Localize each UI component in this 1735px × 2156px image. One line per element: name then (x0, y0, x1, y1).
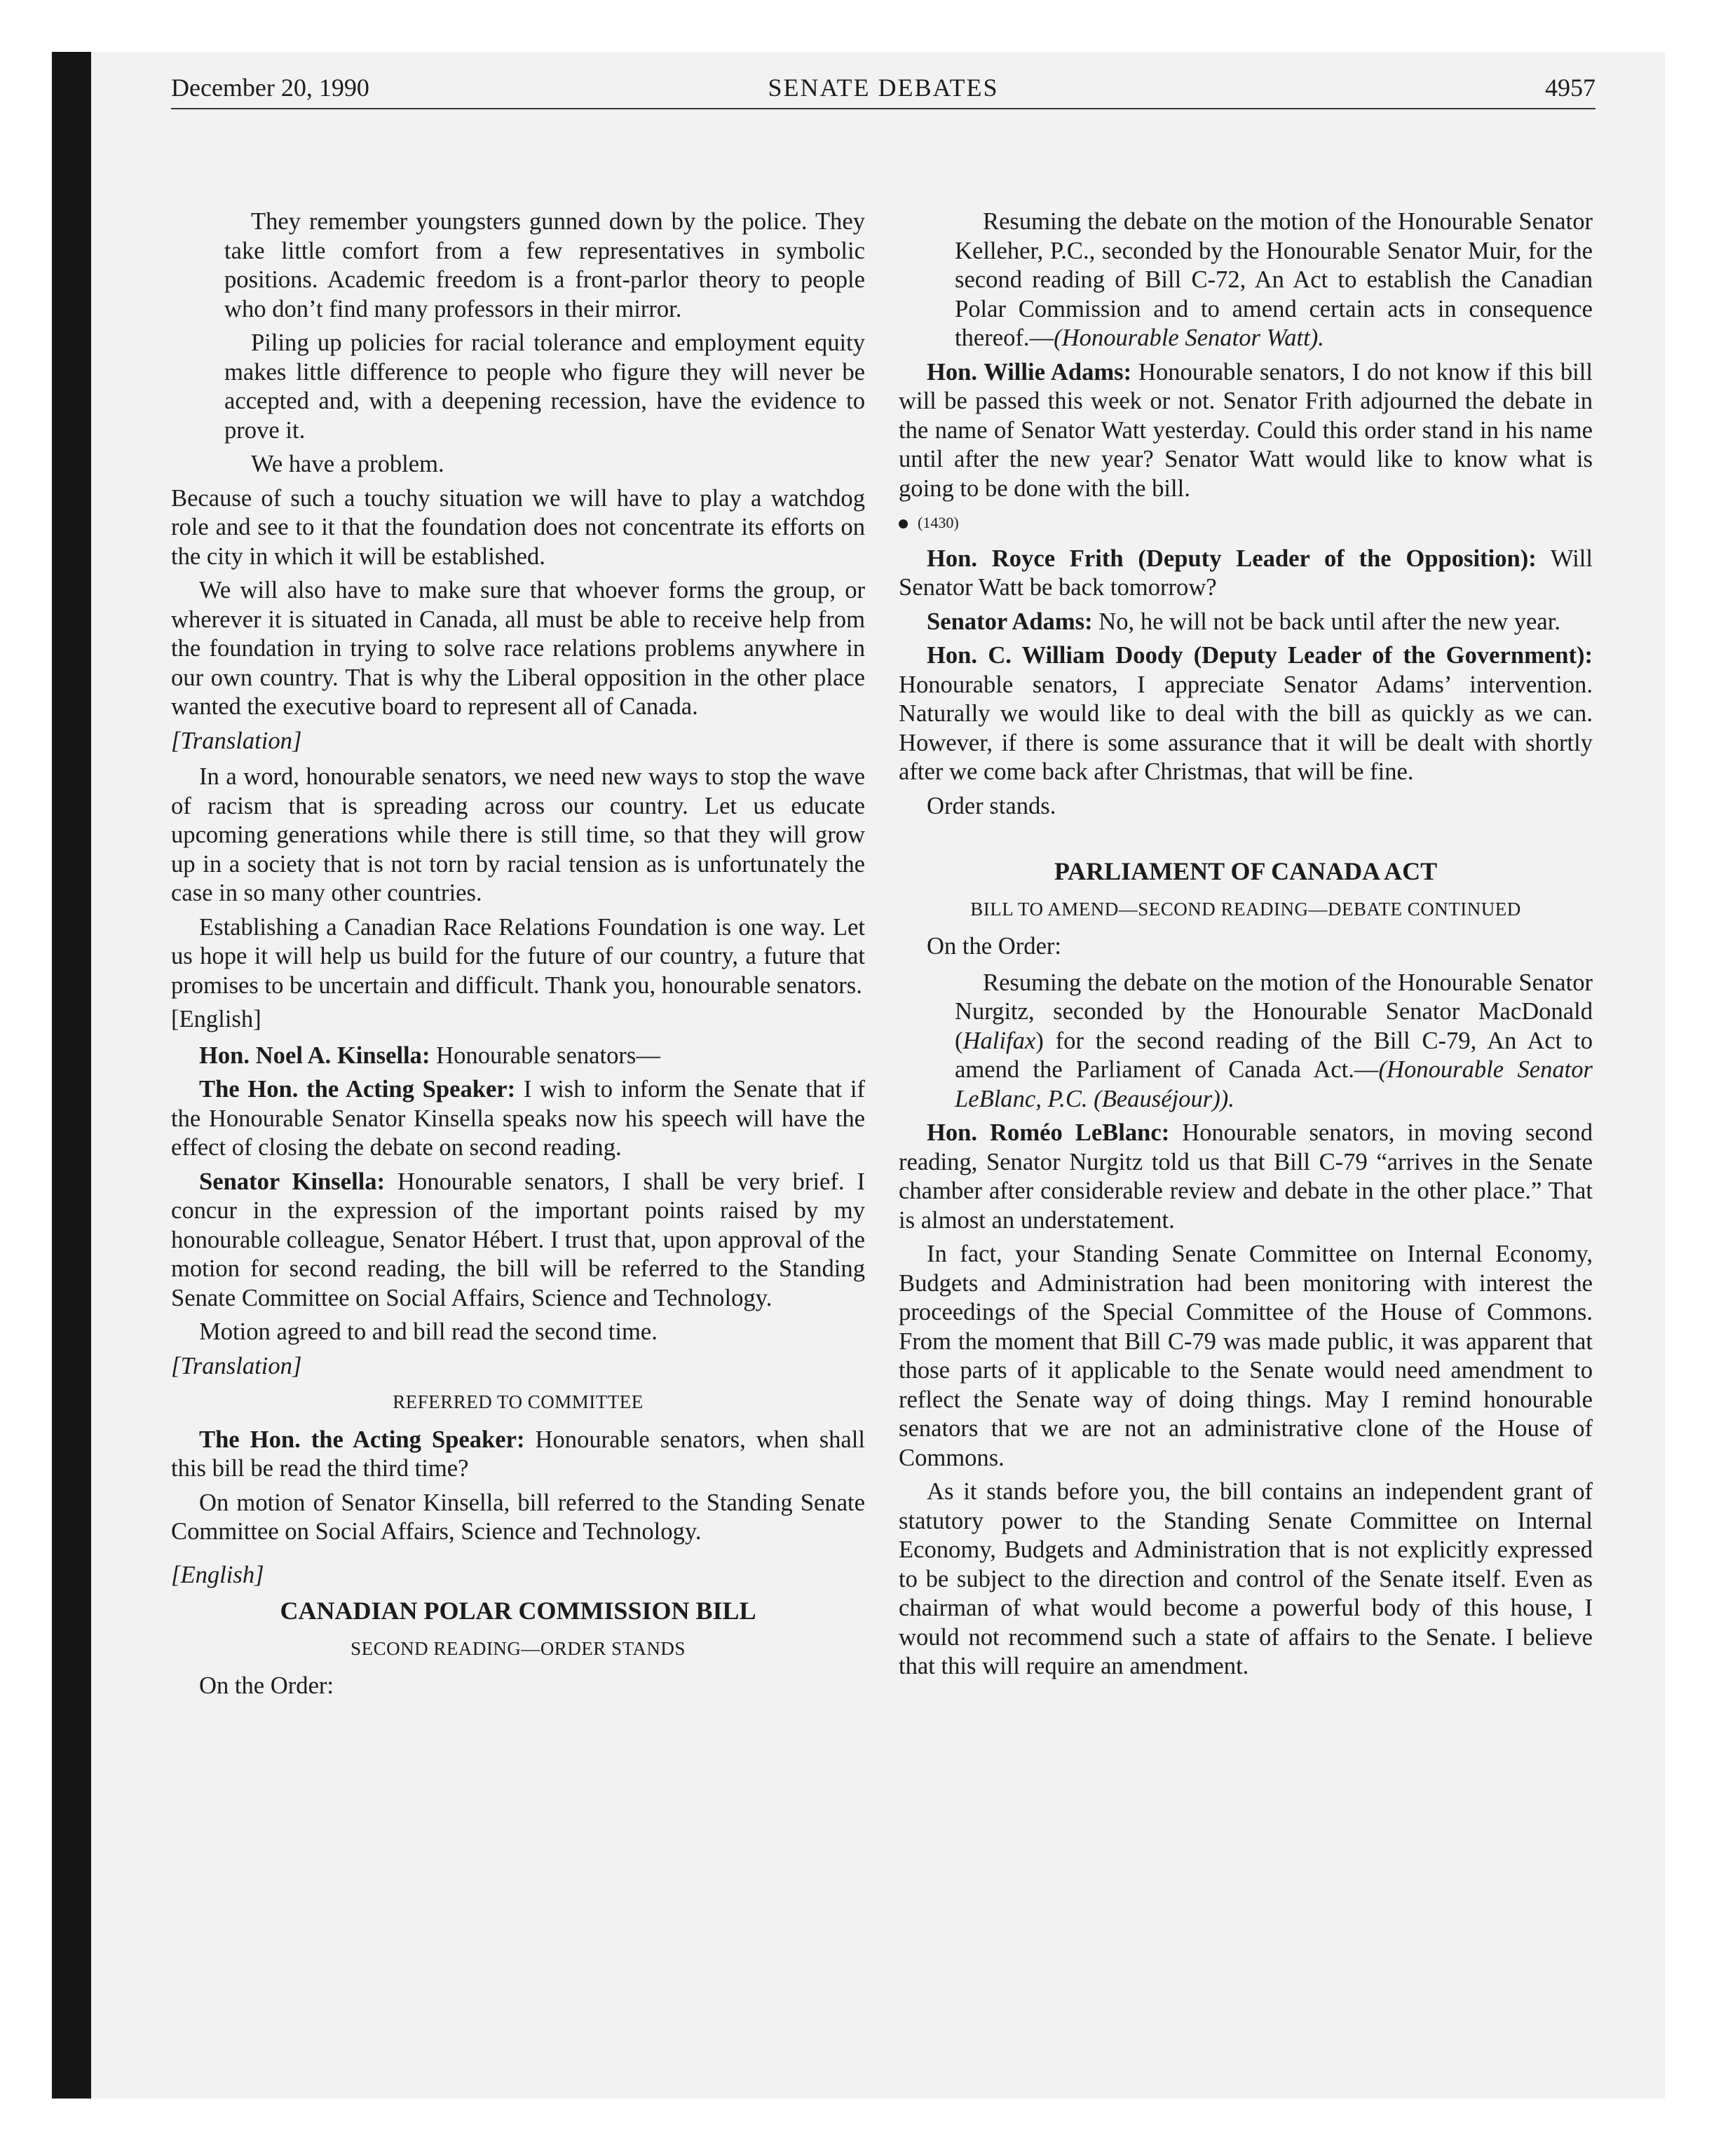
header-title: SENATE DEBATES (768, 74, 999, 102)
language-tag: [Translation] (171, 1352, 302, 1379)
paragraph: As it stands before you, the bill contains an independent grant of statutory power to the Standing Senate Committee on Internal Economy, Budgets and Administration that is not explicitly expressed to be subject to the direction and control of the Senate itself. Even as chairman of what would become a powerful body of this house, I would not recommend such a state of affairs to the Senate. I believe that this will require an amendment. (899, 1478, 1593, 1679)
paragraph: We will also have to make sure that whoever forms the group, or wherever it is situated in Canada, all must be able to receive help from the foundation in trying to solve race relations problems anywhere in our own country. That is why the Liberal opposition in the other place wanted the executive board to represent all of Canada. (171, 577, 865, 720)
paragraph: Order stands. (927, 792, 1056, 819)
right-column (899, 207, 1593, 1686)
left-column (171, 207, 865, 1708)
speech-text: Honourable senators, in moving second reading, Senator Nurgitz told us that Bill C-79 “arrives in the Senate chamber after considerable review and debate in the other place.” That is almost an understatement. (899, 1119, 1593, 1234)
speech-paragraph (171, 1042, 865, 1071)
speech-paragraph (899, 1119, 1593, 1235)
motion-body: Resuming the debate on the motion of the Honourable Senator Kelleher, P.C., seconded by the Honourable Senator Muir, for the second reading of Bill C-72, An Act to establish the Canadian Polar Commission and to amend certain acts in consequence thereof.— (955, 208, 1593, 351)
speech-paragraph (899, 358, 1593, 504)
paragraph: In fact, your Standing Senate Committee on Internal Economy, Budgets and Administration had been monitoring with interest the proceedings of the Special Committee of the House of Commons. From the moment that Bill C-79 was made public, it was apparent that those parts of it applicable to the Senate would need amendment to reflect the Senate way of doing things. May I remind honourable senators that we are not an administrative clone of the House of Commons. (899, 1241, 1593, 1471)
speech-paragraph (899, 608, 1593, 637)
speech-text: I wish to inform the Senate that if the Honourable Senator Kinsella speaks now his speech will have the effect of closing the debate on second reading. (171, 1076, 865, 1161)
speaker-name: Hon. C. William Doody (Deputy Leader of the Government): (927, 642, 1593, 669)
page-number: 4957 (1545, 74, 1595, 102)
speech-text: Honourable senators, when shall this bill be read the third time? (171, 1426, 865, 1482)
speaker-name: Hon. Roméo LeBlanc: (927, 1119, 1170, 1146)
speaker-name: Senator Adams: (927, 608, 1093, 635)
language-tag: [English] (171, 1561, 264, 1588)
time-marker (899, 508, 1593, 538)
paragraph: Motion agreed to and bill read the second time. (199, 1318, 658, 1345)
speech-text: Honourable senators, I do not know if this bill will be passed this week or not. Senator Frith adjourned the debate in the name of Senator Watt yesterday. Could this order stand in his name until after the new year? Senator Watt would like to know what is going to be done with the bill. (899, 358, 1593, 502)
speaker-name: Hon. Noel A. Kinsella: (199, 1042, 430, 1069)
speech-text: Honourable senators, I shall be very brief. I concur in the expression of the important points raised by my honourable colleague, Senator Hébert. I trust that, upon approval of the motion for second reading, the bill will be referred to the Standing Senate Committee on Social Affairs, Science and Technology. (171, 1168, 865, 1311)
motion-body: ) for the second reading of the Bill C-79, An Act to amend the Parliament of Canada Act.— (955, 1027, 1593, 1083)
paragraph: In a word, honourable senators, we need new ways to stop the wave of racism that is spreading across our country. Let us educate upcoming generations while there is still time, so that they will grow up in a society that is not torn by racial tension as is unfortunately the case in so many other countries. (171, 763, 865, 906)
motion-attribution: (Honourable Senator LeBlanc, P.C. (Beauséjour)). (955, 1056, 1593, 1112)
scan-edge (52, 52, 91, 2099)
motion-text (899, 969, 1593, 1114)
quote-paragraph: Piling up policies for racial tolerance and employment equity makes little difference to people who figure they will never be accepted and, with a deepening recession, have the evidence to prove it. (224, 329, 865, 444)
speaker-name: Hon. Royce Frith (Deputy Leader of the Opposition): (927, 545, 1537, 572)
speech-paragraph (899, 641, 1593, 787)
speaker-name: Hon. Willie Adams: (927, 358, 1132, 386)
speech-paragraph (171, 1075, 865, 1163)
speech-text: Honourable senators— (436, 1042, 660, 1069)
paragraph: On motion of Senator Kinsella, bill referred to the Standing Senate Committee on Social Affairs, Science and Technology. (171, 1489, 865, 1545)
paragraph: Because of such a touchy situation we will have to play a watchdog role and see to it that the foundation does not concentrate its efforts on the city in which it will be established. (171, 484, 865, 570)
motion-place: Halifax (962, 1027, 1036, 1054)
language-tag: [Translation] (171, 727, 302, 754)
motion-text (899, 207, 1593, 353)
time-marker-text: (1430) (918, 514, 959, 531)
quote-paragraph: They remember youngsters gunned down by the police. They take little comfort from a few representatives in symbolic positions. Academic freedom is a front-parlor theory to people who don’t find many professors in their mirror. (224, 208, 865, 322)
speech-text: No, he will not be back until after the new year. (1098, 608, 1560, 635)
section-subheading: SECOND READING—ORDER STANDS (351, 1637, 686, 1659)
header-date: December 20, 1990 (171, 74, 369, 102)
motion-body: Resuming the debate on the motion of the Honourable Senator Nurgitz, seconded by the Honourable Senator MacDonald ( (955, 969, 1593, 1054)
order-label: On the Order: (927, 933, 1062, 960)
page-header (171, 73, 1595, 109)
speech-paragraph (171, 1168, 865, 1314)
motion-attribution: (Honourable Senator Watt). (1054, 325, 1324, 351)
speech-paragraph (899, 545, 1593, 603)
bullet-icon (899, 519, 908, 528)
section-heading: PARLIAMENT OF CANADA ACT (1054, 857, 1438, 885)
speaker-name: The Hon. the Acting Speaker: (199, 1426, 525, 1453)
quote-paragraph: We have a problem. (251, 451, 444, 477)
speech-paragraph (171, 1426, 865, 1484)
section-heading: CANADIAN POLAR COMMISSION BILL (280, 1597, 756, 1625)
speech-text: Honourable senators, I appreciate Senator Adams’ intervention. Naturally we would like to deal with the bill as quickly as we can. However, if there is some assurance that it will be dealt with shortly after we come back after Christmas, that will be fine. (899, 671, 1593, 785)
paragraph: Establishing a Canadian Race Relations Foundation is one way. Let us hope it will help us build for the future of our country, a future that promises to be uncertain and difficult. Thank you, honourable senators. (171, 913, 865, 999)
speaker-name: The Hon. the Acting Speaker: (199, 1076, 516, 1103)
speaker-name: Senator Kinsella: (199, 1168, 386, 1195)
language-tag: [English] (171, 1006, 261, 1032)
order-label: On the Order: (199, 1672, 334, 1699)
speech-text: Will Senator Watt be back tomorrow? (899, 545, 1593, 601)
section-subheading: REFERRED TO COMMITTEE (393, 1391, 644, 1412)
section-subheading: BILL TO AMEND—SECOND READING—DEBATE CONTINUED (970, 898, 1521, 920)
